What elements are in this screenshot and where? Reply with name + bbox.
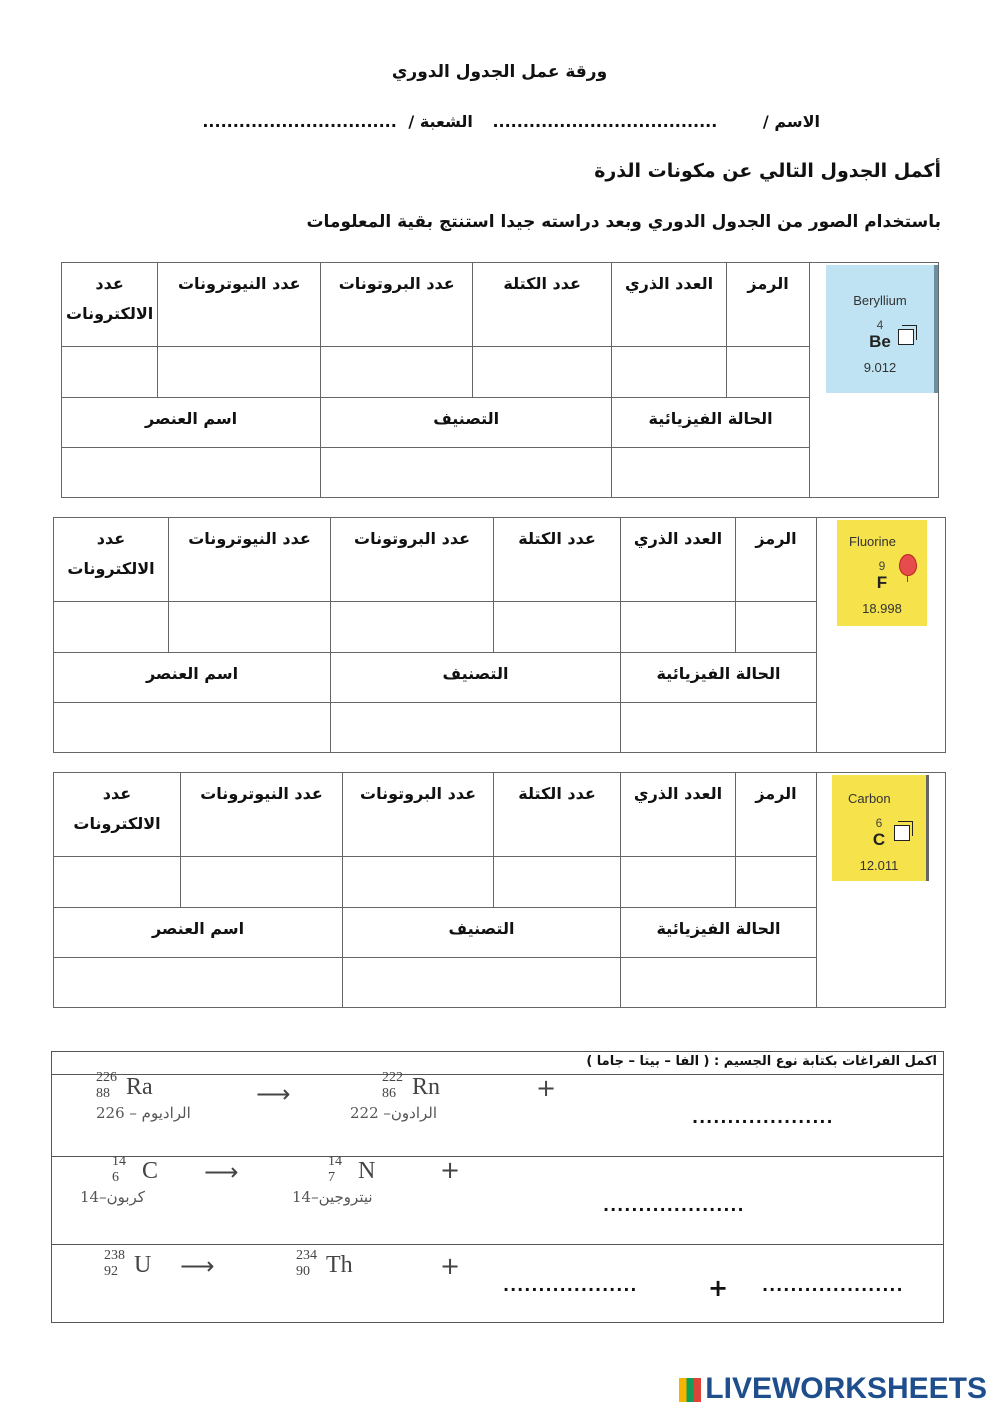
input-protons[interactable]	[321, 347, 473, 397]
input-protons[interactable]	[343, 857, 494, 907]
element-number: 4	[876, 317, 884, 332]
input-neutrons[interactable]	[169, 602, 331, 652]
header-atomic-number: العدد الذري	[621, 518, 736, 602]
input-symbol[interactable]	[736, 602, 817, 652]
input-neutrons[interactable]	[158, 347, 321, 397]
daughter-isotope-th: 234 90 Th	[296, 1248, 353, 1279]
element-name-en: Beryllium	[853, 293, 907, 308]
header-classification: التصنيف	[321, 397, 612, 447]
input-element-name[interactable]	[54, 702, 331, 752]
header-classification: التصنيف	[343, 907, 621, 957]
header-neutrons: عدد النيوترونات	[169, 518, 331, 602]
element-tile-cell	[810, 263, 939, 498]
header-atomic-number: العدد الذري	[621, 773, 736, 857]
logo-mark-icon	[679, 1378, 701, 1402]
brand-logo	[679, 1372, 987, 1406]
element-symbol: Be	[869, 332, 891, 352]
element-name-en: Fluorine	[849, 534, 896, 549]
header-protons: عدد البروتونات	[343, 773, 494, 857]
element-symbol: F	[876, 573, 888, 593]
parent-name-ra: الراديوم – 226	[96, 1104, 191, 1122]
header-electrons: عدد الالكترونات	[54, 518, 169, 602]
header-protons: عدد البروتونات	[321, 263, 473, 347]
parent-isotope-c: 14 6 C	[112, 1154, 159, 1185]
header-symbol: الرمز	[736, 773, 817, 857]
arrow-icon: ⟶	[256, 1080, 291, 1108]
page-title: ورقة عمل الجدول الدوري	[391, 62, 608, 82]
particle-blank-3[interactable]: ...................	[503, 1276, 638, 1295]
divider	[52, 1074, 943, 1075]
name-section-line	[180, 112, 820, 131]
section-label: الشعبة /	[408, 112, 473, 131]
header-element-name: اسم العنصر	[54, 907, 343, 957]
header-classification: التصنيف	[331, 652, 621, 702]
input-mass-number[interactable]	[494, 602, 621, 652]
input-symbol[interactable]	[736, 857, 817, 907]
plus-sign: +	[440, 1156, 461, 1184]
header-element-name: اسم العنصر	[54, 652, 331, 702]
input-atomic-number[interactable]	[612, 347, 727, 397]
input-physical-state[interactable]	[621, 957, 817, 1007]
section-field[interactable]: ................................	[202, 112, 397, 131]
input-classification[interactable]	[321, 447, 612, 497]
header-mass-number: عدد الكتلة	[494, 773, 621, 857]
header-atomic-number: العدد الذري	[612, 263, 727, 347]
element-symbol: C	[872, 830, 886, 850]
element-mass: 9.012	[863, 360, 897, 376]
parent-name-c: كربون–14	[80, 1188, 145, 1206]
plus-sign: +	[440, 1252, 461, 1280]
header-element-name: اسم العنصر	[62, 397, 321, 447]
input-electrons[interactable]	[62, 347, 158, 397]
divider	[52, 1156, 943, 1157]
particle-blank-2[interactable]: ....................	[603, 1196, 745, 1215]
arrow-icon: ⟶	[180, 1252, 215, 1280]
header-physical-state: الحالة الفيزيائية	[621, 652, 817, 702]
header-protons: عدد البروتونات	[331, 518, 494, 602]
instruction-periodic: باستخدام الصور من الجدول الدوري وبعد دراسته جيدا استنتج بقية المعلومات	[306, 212, 941, 232]
element-tile-fluorine	[837, 520, 927, 626]
nuclear-instruction: اكمل الفراغات بكتابة نوع الجسيم : ( الفا – بيتا – جاما )	[586, 1054, 937, 1069]
element-tile-beryllium	[826, 265, 938, 393]
cube-icon	[894, 825, 910, 841]
input-protons[interactable]	[331, 602, 494, 652]
input-mass-number[interactable]	[494, 857, 621, 907]
atom-table-beryllium	[61, 262, 939, 498]
header-physical-state: الحالة الفيزيائية	[612, 397, 810, 447]
daughter-name-n: نيتروجين–14	[292, 1188, 373, 1206]
input-mass-number[interactable]	[473, 347, 612, 397]
input-physical-state[interactable]	[612, 447, 810, 497]
name-label: الاسم /	[762, 112, 820, 131]
header-symbol: الرمز	[736, 518, 817, 602]
plus-sign: +	[708, 1274, 729, 1302]
element-number: 9	[878, 558, 886, 573]
input-classification[interactable]	[343, 957, 621, 1007]
input-atomic-number[interactable]	[621, 857, 736, 907]
header-neutrons: عدد النيوترونات	[181, 773, 343, 857]
particle-blank-1[interactable]: ....................	[692, 1108, 834, 1127]
name-field[interactable]: .....................................	[492, 112, 718, 131]
header-neutrons: عدد النيوترونات	[158, 263, 321, 347]
element-name-en: Carbon	[848, 791, 891, 806]
element-tile-cell	[817, 773, 946, 1008]
parent-isotope-u: 238 92 U	[104, 1248, 152, 1279]
header-electrons: عدد الالكترونات	[54, 773, 181, 857]
input-element-name[interactable]	[54, 957, 343, 1007]
daughter-isotope-n: 14 7 N	[328, 1154, 376, 1185]
element-tile-carbon	[832, 775, 929, 881]
header-mass-number: عدد الكتلة	[473, 263, 612, 347]
header-physical-state: الحالة الفيزيائية	[621, 907, 817, 957]
input-neutrons[interactable]	[181, 857, 343, 907]
header-electrons: عدد الالكترونات	[62, 263, 158, 347]
parent-isotope-ra: 226 88 Ra	[96, 1070, 153, 1101]
input-physical-state[interactable]	[621, 702, 817, 752]
instruction-atom: أكمل الجدول التالي عن مكونات الذرة	[594, 160, 941, 182]
daughter-isotope-rn: 222 86 Rn	[382, 1070, 441, 1101]
daughter-name-rn: الرادون– 222	[350, 1104, 438, 1122]
input-classification[interactable]	[331, 702, 621, 752]
arrow-icon: ⟶	[204, 1158, 239, 1186]
particle-blank-4[interactable]: ....................	[762, 1276, 904, 1295]
input-electrons[interactable]	[54, 857, 181, 907]
input-electrons[interactable]	[54, 602, 169, 652]
input-atomic-number[interactable]	[621, 602, 736, 652]
atom-table-carbon	[53, 772, 946, 1008]
header-symbol: الرمز	[727, 263, 810, 347]
element-number: 6	[875, 815, 883, 830]
header-mass-number: عدد الكتلة	[494, 518, 621, 602]
divider	[52, 1244, 943, 1245]
brand-text: LIVEWORKSHEETS	[705, 1372, 987, 1405]
balloon-icon	[899, 554, 917, 576]
cube-icon	[898, 329, 914, 345]
atom-table-fluorine	[53, 517, 946, 753]
element-mass: 18.998	[862, 601, 902, 617]
element-mass: 12.011	[859, 858, 899, 874]
input-symbol[interactable]	[727, 347, 810, 397]
element-tile-cell	[817, 518, 946, 753]
input-element-name[interactable]	[62, 447, 321, 497]
plus-sign: +	[536, 1074, 557, 1102]
